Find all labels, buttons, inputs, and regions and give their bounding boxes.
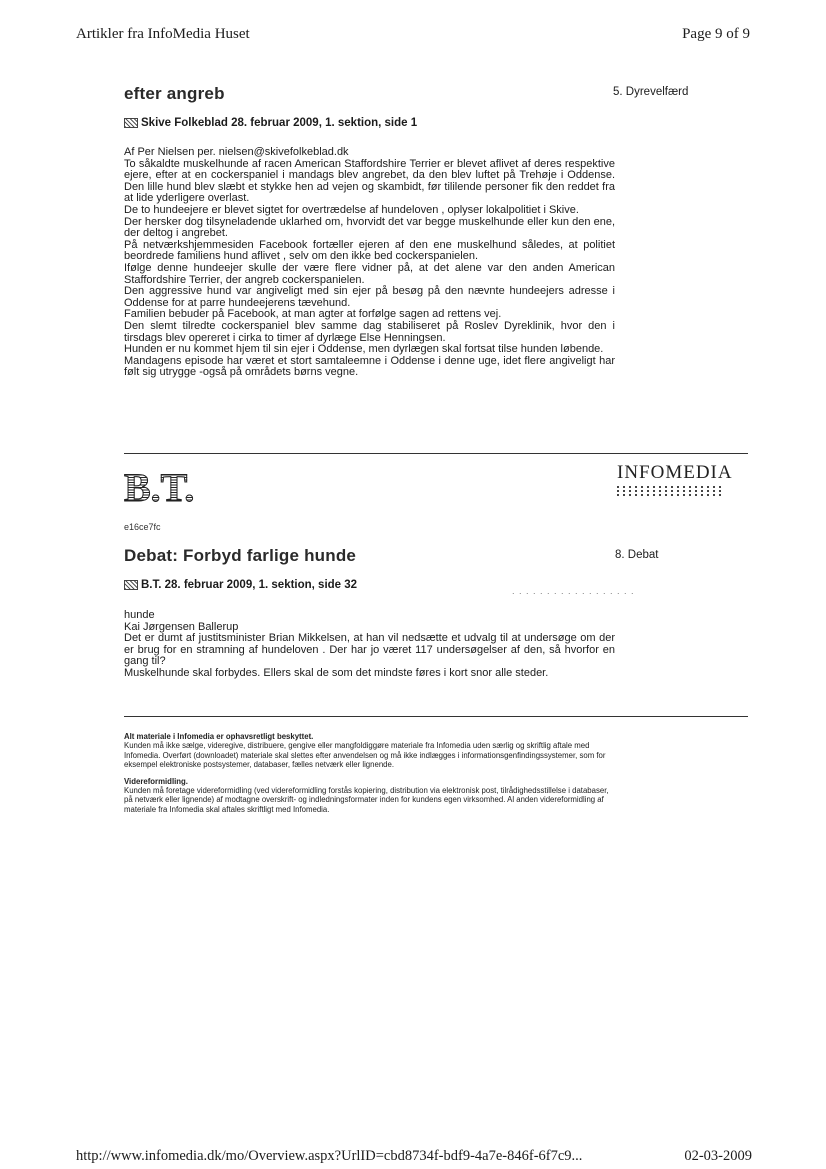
bt-logo bbox=[124, 465, 195, 510]
dot-leader: . . . . . . . . . . . . . . . . . . bbox=[512, 586, 635, 596]
infomedia-logo bbox=[617, 462, 733, 496]
article-paragraph: Den slemt tilredte cockerspaniel blev samme dag stabiliseret på Roslev Dyreklinik, hvor den i tirsdags blev opereret i cirka to timer af dyrlæge Else Henningsen. bbox=[124, 319, 615, 344]
article-paragraph: Familien bebuder på Facebook, at man agter at forfølge sagen ad rettens vej. bbox=[124, 308, 502, 321]
article-paragraph: Hunden er nu kommet hjem til sin ejer i Oddense, men dyrlægen skal fortsat tilse hunden løbende. bbox=[124, 343, 604, 356]
page-header-title: Artikler fra InfoMedia Huset bbox=[76, 26, 250, 42]
article-paragraph: På netværkshjemmesiden Facebook fortæller ejeren af den ene muskelhund således, at politiet beordrede familiens hund aflivet , selv om den ikke bed cockerspanielen. bbox=[124, 238, 615, 263]
article-body bbox=[124, 147, 615, 379]
article-paragraph: Mandagens episode har været et stort samtaleemne i Oddense i denne uge, idet flere angiveligt har følt sig utrygge -også på områdets børns vegne. bbox=[124, 354, 615, 379]
article-paragraph: Det er dumt af justitsminister Brian Mikkelsen, at han vil nedsætte et udvalg til at undersøge om der er brug for en stramning af hundeloven . Der har jo været 117 undersøgelser af den, så hvorfor en gang til? bbox=[124, 632, 615, 668]
article-paragraph: To såkaldte muskelhunde af racen American Staffordshire Terrier er blevet aflivet af deres respektive ejere, efter at en cockerspaniel i mandags blev angrebet, da den blev luftet på Trehøje i Oddense. Den lille hund blev slæbt et stykke hen ad vejen og skambidt, før tililende personer fik den reddet fra at lide yderligere overlast. bbox=[124, 157, 615, 205]
article-paragraph: Ifølge denne hundeejer skulle der være flere vidner på, at det alene var den anden American Staffordshire Terrier, der angreb cockerspanielen. bbox=[124, 261, 615, 286]
copyright-text: Kunden må ikke sælge, videregive, distribuere, gengive eller mangfoldiggøre materiale fra Infomedia uden særlig og skriftlig aftale med Infomedia. Overført (downloadet) materiale skal slettes efter anvendelsen og må ikke indlægges i informationsgenfindingssystemer, som for eksempel elektroniske postsystemer, databaser, fælles netværk eller lignende. bbox=[124, 741, 606, 770]
copyright-heading: Alt materiale i Infomedia er ophavsretligt beskyttet. bbox=[124, 732, 314, 741]
article-paragraph: Kai Jørgensen Ballerup bbox=[124, 620, 239, 633]
article-title: Debat: Forbyd farlige hunde bbox=[124, 546, 357, 565]
footer-date: 02-03-2009 bbox=[684, 1148, 752, 1164]
article-section: 8. Debat bbox=[615, 549, 659, 561]
article-code: e16ce7fc bbox=[124, 522, 161, 532]
article-paragraph: Der hersker dog tilsyneladende uklarhed om, hvorvidt det var begge muskelhunde eller kun den ene, der deltog i angrebet. bbox=[124, 215, 615, 240]
infomedia-logo-text: INFOMEDIA bbox=[617, 462, 733, 483]
infomedia-logo-dots bbox=[617, 486, 733, 496]
article-source-text: Skive Folkeblad 28. februar 2009, 1. sektion, side 1 bbox=[141, 117, 418, 129]
article-paragraph: De to hundeejere er blevet sigtet for overtrædelse af hundeloven , oplyser lokalpolitiet i Skive. bbox=[124, 203, 579, 216]
source-icon bbox=[124, 580, 138, 590]
article-source bbox=[124, 117, 417, 129]
source-icon bbox=[124, 118, 138, 128]
article-body bbox=[124, 610, 615, 680]
separator-rule bbox=[124, 453, 748, 454]
article-section: 5. Dyrevelfærd bbox=[613, 86, 689, 98]
article-paragraph: Den aggressive hund var angiveligt med sin ejer på besøg på den nævnte hundeejers adresse i Oddense for at parre hundeejerens tævehund. bbox=[124, 285, 615, 309]
page-number: Page 9 of 9 bbox=[682, 26, 750, 42]
redistribution-heading: Videreformidling. bbox=[124, 776, 188, 786]
separator-rule bbox=[124, 716, 748, 717]
redistribution-text: Kunden må foretage videreformidling (ved videreformidling forstås kopiering, distribution via elektronisk post, tilrådighedsstillelse i databaser, på netværk eller lignende) af modtagne overskrift- og indledningsformater inden for kundens egen virksomhed. Al anden videreformidling af materiale fra Infomedia skal aftales skriftligt med Infomedia. bbox=[124, 786, 609, 814]
article-source-text: B.T. 28. februar 2009, 1. sektion, side 32 bbox=[141, 579, 358, 591]
article-title: efter angreb bbox=[124, 84, 225, 103]
copyright-notice bbox=[124, 732, 616, 814]
bt-logo-text: B.T. bbox=[124, 465, 195, 510]
footer-url: http://www.infomedia.dk/mo/Overview.aspx?UrlID=cbd8734f-bdf9-4a7e-846f-6f7c9... bbox=[76, 1148, 583, 1164]
article-paragraph: Af Per Nielsen per. nielsen@skivefolkeblad.dk bbox=[124, 146, 349, 158]
article-paragraph: Muskelhunde skal forbydes. Ellers skal de som det mindste føres i kort snor alle steder. bbox=[124, 666, 549, 679]
article-paragraph: hunde bbox=[124, 609, 155, 621]
article-source bbox=[124, 579, 357, 591]
